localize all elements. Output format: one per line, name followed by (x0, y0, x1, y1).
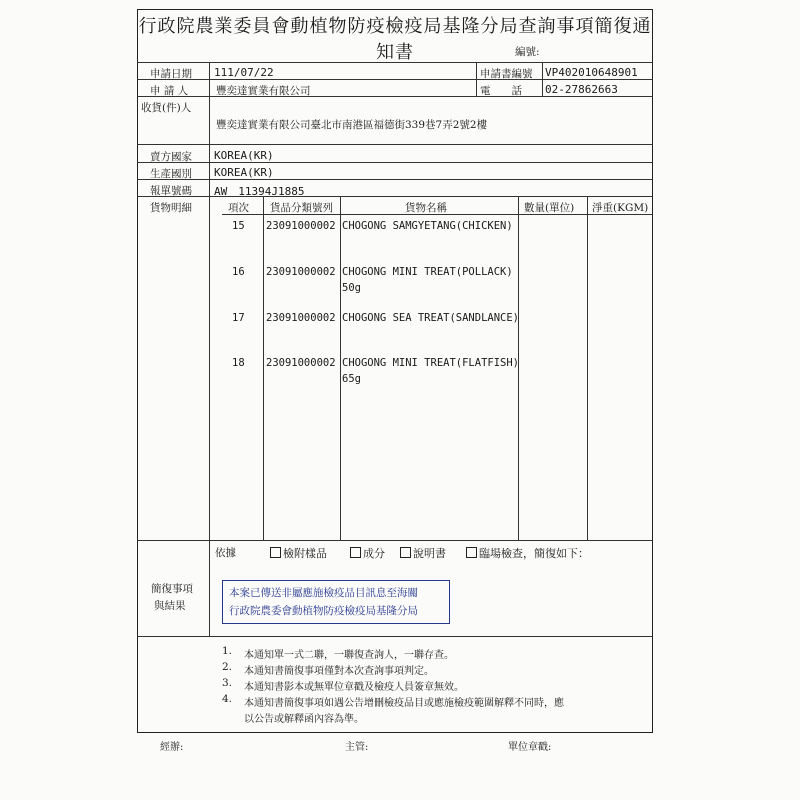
reply-section-label: 簡復事項 (151, 583, 193, 595)
checkbox-box (350, 547, 361, 558)
checkbox-box (400, 547, 411, 558)
option-sample-checkbox (270, 545, 327, 561)
applicant-value: 豐奕達實業有限公司 (216, 85, 311, 97)
supervisor-signature-label: 主管: (345, 742, 369, 753)
applicant-label: 申 請 人 (150, 85, 189, 97)
rule (542, 62, 543, 96)
official-stamp (222, 580, 450, 624)
rule (137, 636, 653, 637)
note-text: 本通知書簡復事項如遇公告增刪檢疫品目或應施檢疫範圍解釋不同時，應 (244, 698, 564, 709)
application-no-label: 申請書編號 (480, 68, 533, 80)
rule (137, 96, 653, 97)
declaration-no-label: 報單號碼 (150, 185, 192, 197)
option-inspection-checkbox (466, 545, 589, 561)
consignee-value: 豐奕達實業有限公司臺北市南港區福德街339巷7弄2號2樓 (216, 119, 488, 131)
row-goods-name-line2: 65g (342, 373, 361, 385)
row-item-number: 15 (232, 220, 245, 232)
note-number: 3. (222, 677, 233, 689)
row-goods-name: CHOGONG MINI TREAT(FLATFISH) (342, 357, 520, 369)
rule (263, 196, 264, 540)
goods-detail-label: 貨物明細 (150, 202, 192, 214)
stamp-line: 本案已傳送非屬應施檢疫品目訊息至海關 (229, 587, 418, 599)
row-item-number: 17 (232, 312, 245, 324)
row-goods-name: CHOGONG MINI TREAT(POLLACK) (342, 266, 513, 278)
row-item-number: 18 (232, 357, 245, 369)
option-manual-checkbox (400, 545, 446, 561)
origin-country-value: KOREA(KR) (214, 166, 274, 179)
note-text: 本通知書簡復事項僅對本次查詢事項判定。 (244, 666, 434, 677)
row-goods-name: CHOGONG SAMGYETANG(CHICKEN) (342, 220, 513, 232)
option-manual-label: 說明書 (413, 547, 446, 560)
option-ingredients-label: 成分 (363, 547, 385, 560)
row-goods-name: CHOGONG SEA TREAT(SANDLANCE) (342, 312, 520, 324)
note-number: 1. (222, 645, 233, 657)
stamp-line: 行政院農委會動植物防疫檢疫局基隆分局 (229, 605, 418, 617)
row-item-number: 16 (232, 266, 245, 278)
note-text: 本通知單一式二聯，一聯復查詢人，一聯存查。 (244, 650, 454, 661)
rule (137, 179, 653, 180)
apply-date-value: 111/07/22 (214, 66, 274, 79)
rule (587, 196, 588, 540)
checkbox-box (270, 547, 281, 558)
col-header-item: 項次 (228, 202, 249, 214)
row-hs-code: 23091000002 (266, 312, 336, 324)
reply-section-label-line2: 與結果 (154, 600, 186, 612)
seller-country-label: 賣方國家 (150, 151, 192, 163)
col-header-code: 貨品分類號列 (270, 202, 333, 214)
option-sample-label: 檢附樣品 (283, 547, 327, 560)
note-text: 本通知書影本或無單位章戳及檢疫人員簽章無效。 (244, 682, 464, 693)
origin-country-label: 生產國別 (150, 168, 192, 180)
option-ingredients-checkbox (350, 545, 385, 561)
note-number: 2. (222, 661, 233, 673)
row-hs-code: 23091000002 (266, 357, 336, 369)
document-title: 行政院農業委員會動植物防疫檢疫局基隆分局查詢事項簡復通知書 (138, 16, 652, 63)
basis-label: 依據 (215, 547, 236, 559)
seller-country-value: KOREA(KR) (214, 149, 274, 162)
note-text-line2: 以公告或解釋函內容為準。 (244, 714, 364, 725)
rule (137, 79, 653, 80)
rule (340, 196, 341, 540)
option-inspection-label: 臨場檢查，簡復如下： (479, 547, 589, 560)
row-hs-code: 23091000002 (266, 220, 336, 232)
serial-label: 編號: (515, 46, 540, 58)
phone-label: 電 話 (480, 85, 522, 97)
declaration-no-value: AW 11394J1885 (214, 185, 305, 198)
apply-date-label: 申請日期 (150, 68, 192, 80)
rule (137, 144, 653, 145)
application-no-value: VP402010648901 (545, 66, 638, 79)
handler-signature-label: 經辦: (160, 742, 184, 753)
col-header-weight: 淨重(KGM) (592, 202, 649, 214)
rule (137, 162, 653, 163)
rule (209, 62, 210, 636)
col-header-quantity: 數量(單位) (524, 202, 575, 214)
rule (476, 62, 477, 96)
phone-value: 02-27862663 (545, 83, 618, 96)
col-header-name: 貨物名稱 (405, 202, 447, 214)
note-number: 4. (222, 693, 233, 705)
consignee-label: 收貨(件)人 (141, 102, 192, 114)
checkbox-box (466, 547, 477, 558)
rule (137, 540, 653, 541)
row-hs-code: 23091000002 (266, 266, 336, 278)
row-goods-name-line2: 50g (342, 282, 361, 294)
rule (137, 62, 653, 63)
unit-stamp-label: 單位章戳: (508, 742, 552, 753)
